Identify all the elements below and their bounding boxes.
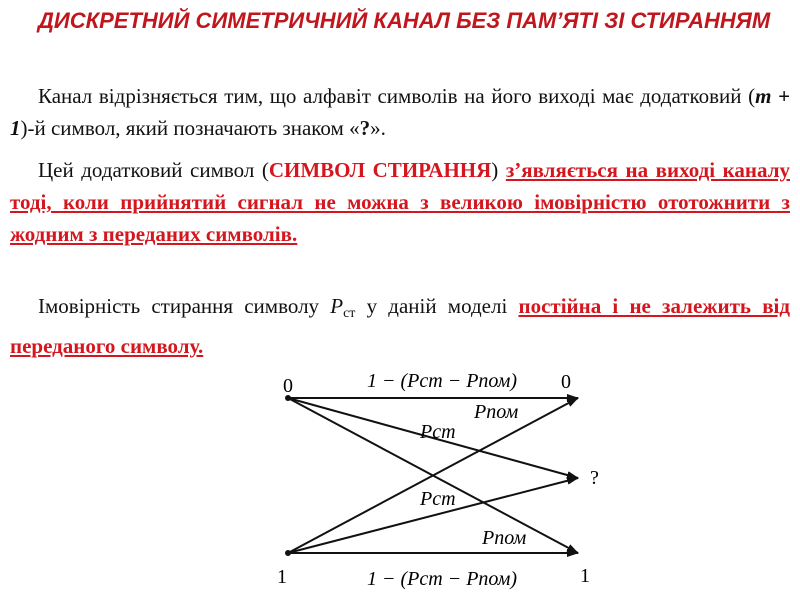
label-erase-bottom: Pст [420,488,456,510]
label-cross-up: Pпом [474,401,519,423]
p1-symbol: ? [359,116,371,140]
paragraph-erasure-symbol [10,154,790,250]
p1-text-before: Канал відрізняється тим, що алфавіт символів на його виході має додатковий ( [38,84,756,108]
input-label-1: 1 [277,566,287,588]
p1-text-end: ». [370,116,386,140]
p3-underlined: постійна і не залежить від переданого символу. [10,294,791,358]
output-label-0: 0 [561,371,571,393]
p3-var: $P_{ст}$ [330,294,356,321]
label-erase-top: Pст [420,421,456,443]
p1-text-after: )-й символ, який позначають знаком « [20,116,360,140]
paragraph-alphabet [10,80,790,144]
label-cross-down: Pпом [482,527,527,549]
p2-underlined: з’являється на виході каналу тоді, коли прийнятий сигнал не можна з великою імовірністю ототожнити з жодним з переданих символів. [10,158,790,246]
label-top-transition: 1 − (Pст − Pпом) [367,370,518,392]
p1-math: m + 1 [10,84,790,140]
channel-diagram [0,360,800,600]
p3-text-before: Імовірність стирання символу [38,294,331,318]
p2-highlight: СИМВОЛ СТИРАННЯ [268,158,492,182]
output-label-erasure: ? [590,467,599,489]
slide-title: ДИСКРЕТНИЙ СИМЕТРИЧНИЙ КАНАЛ БЕЗ ПАМ’ЯТІ ЗІ СТИРАННЯМ [38,8,771,33]
label-bottom-transition: 1 − (Pст − Pпом) [367,568,518,590]
p2-text-middle: ) [491,158,506,182]
p3-text-middle: у даній моделі [355,294,519,318]
p2-text-before: Цей додатковий символ ( [38,158,269,182]
input-label-0: 0 [283,375,293,397]
paragraph-erasure-probability [10,290,790,362]
output-label-1: 1 [580,565,590,587]
